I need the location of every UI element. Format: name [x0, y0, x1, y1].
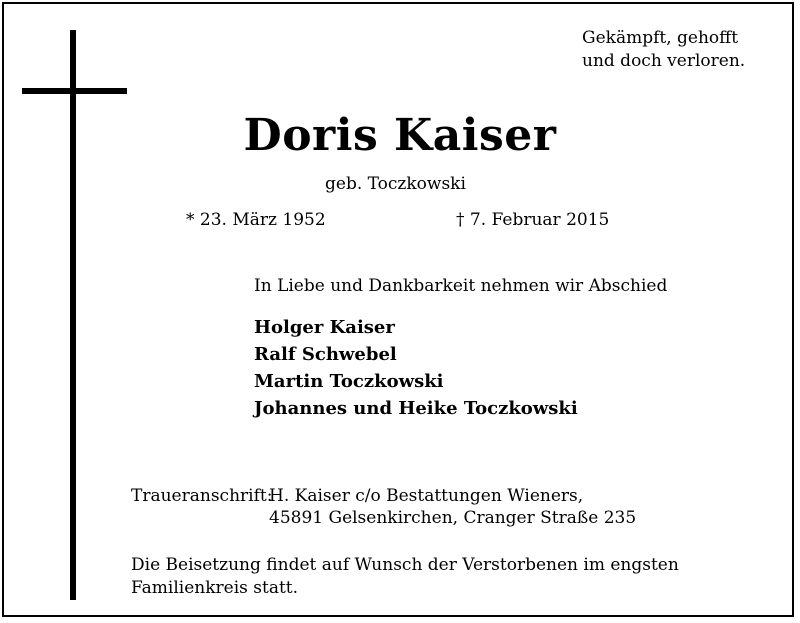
maiden-name: geb. Toczkowski [325, 174, 466, 194]
farewell-text: In Liebe und Dankbarkeit nehmen wir Abschied [254, 276, 668, 296]
address-label: Traueranschrift: [131, 486, 273, 506]
deceased-name: Doris Kaiser [243, 110, 557, 161]
cross-icon-crossbar [22, 88, 127, 94]
death-date: † 7. Februar 2015 [456, 210, 610, 230]
mourner-name: Holger Kaiser [254, 317, 395, 338]
burial-line: Familienkreis statt. [131, 578, 299, 598]
mourner-name: Martin Toczkowski [254, 371, 444, 392]
burial-note [131, 554, 679, 600]
mourner-name: Ralf Schwebel [254, 344, 397, 365]
mourners-list [254, 314, 578, 422]
mourner-name: Johannes und Heike Toczkowski [254, 398, 578, 419]
birth-date: * 23. März 1952 [186, 210, 326, 230]
motto-line: Gekämpft, gehofft [582, 28, 739, 48]
motto [582, 27, 745, 73]
burial-line: Die Beisetzung findet auf Wunsch der Verstorbenen im engsten [131, 555, 679, 575]
address-line: H. Kaiser c/o Bestattungen Wieners, [269, 486, 584, 506]
address-line: 45891 Gelsenkirchen, Cranger Straße 235 [269, 508, 637, 528]
motto-line: und doch verloren. [582, 51, 746, 71]
